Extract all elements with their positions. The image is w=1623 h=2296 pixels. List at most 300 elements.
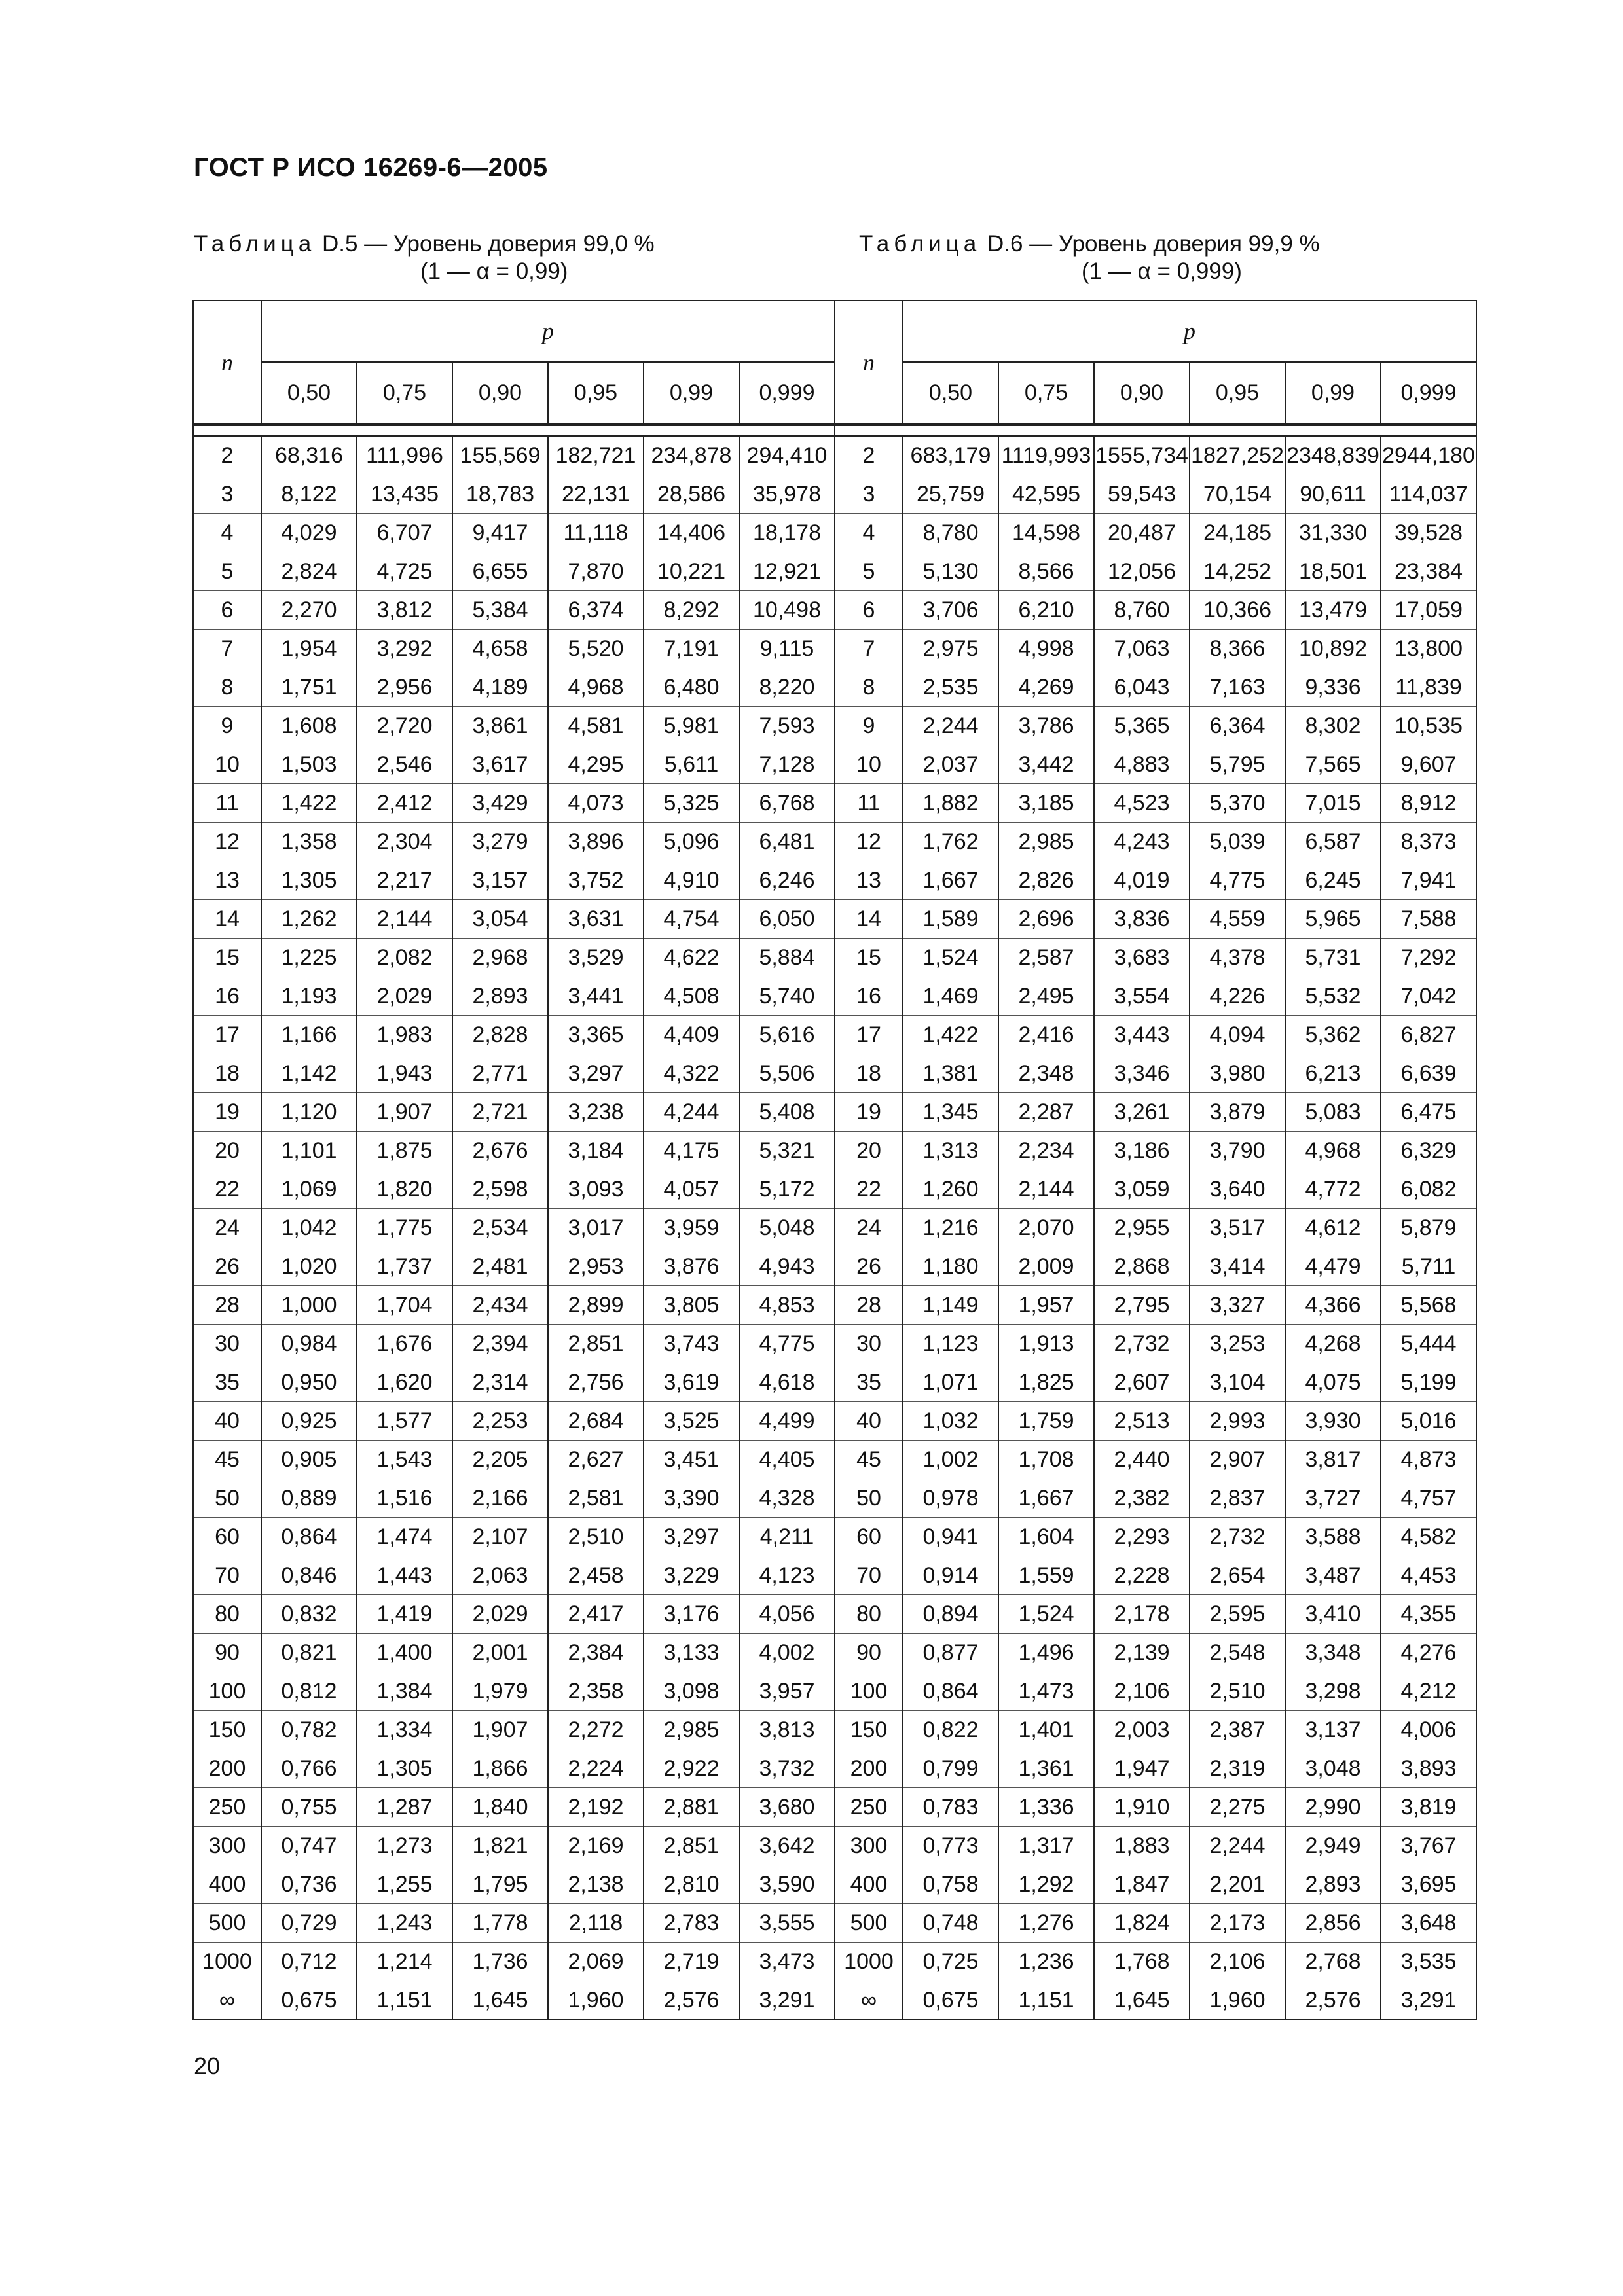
table-body: [835, 436, 1476, 2020]
table-row: [193, 861, 835, 900]
value-cell: 2,495: [998, 977, 1094, 1016]
value-cell: 2,826: [998, 861, 1094, 900]
table-row: [193, 1170, 835, 1209]
value-cell: 2348,839: [1285, 436, 1381, 475]
value-cell: 3,429: [452, 784, 548, 823]
p-value-header: 0,95: [1190, 362, 1285, 425]
value-cell: 7,941: [1381, 861, 1476, 900]
value-cell: 9,417: [452, 514, 548, 552]
value-cell: 7,870: [548, 552, 644, 591]
value-cell: 3,767: [1381, 1827, 1476, 1865]
n-cell: 20: [193, 1132, 261, 1170]
value-cell: 7,191: [644, 630, 739, 668]
value-cell: 683,179: [903, 436, 998, 475]
value-cell: 5,370: [1190, 784, 1285, 823]
p-values-row: [193, 362, 835, 425]
value-cell: 0,864: [903, 1672, 998, 1711]
value-cell: 4,212: [1381, 1672, 1476, 1711]
value-cell: 0,758: [903, 1865, 998, 1904]
table-row: [193, 1054, 835, 1093]
value-cell: 0,812: [261, 1672, 357, 1711]
value-cell: 2,510: [548, 1518, 644, 1556]
value-cell: 2,205: [452, 1441, 548, 1479]
value-cell: 5,981: [644, 707, 739, 745]
value-cell: 35,978: [739, 475, 835, 514]
value-cell: 3,185: [998, 784, 1094, 823]
value-cell: 3,980: [1190, 1054, 1285, 1093]
table-row: [835, 1441, 1476, 1479]
value-cell: 4,757: [1381, 1479, 1476, 1518]
p-value-header: 0,75: [357, 362, 452, 425]
value-cell: 2,756: [548, 1363, 644, 1402]
value-cell: 1,960: [1190, 1981, 1285, 2020]
value-cell: 3,414: [1190, 1247, 1285, 1286]
n-cell: 22: [835, 1170, 903, 1209]
value-cell: 3,297: [644, 1518, 739, 1556]
value-cell: 2,990: [1285, 1788, 1381, 1827]
value-cell: 2,975: [903, 630, 998, 668]
value-cell: 3,298: [1285, 1672, 1381, 1711]
value-cell: 2,956: [357, 668, 452, 707]
value-cell: 1,524: [998, 1595, 1094, 1634]
n-cell: 35: [835, 1363, 903, 1402]
table-row: [193, 668, 835, 707]
value-cell: 6,707: [357, 514, 452, 552]
value-cell: 0,894: [903, 1595, 998, 1634]
table-row: [193, 1595, 835, 1634]
n-cell: 14: [193, 900, 261, 939]
value-cell: 9,607: [1381, 745, 1476, 784]
value-cell: 1,225: [261, 939, 357, 977]
table-row: [193, 707, 835, 745]
n-cell: 10: [193, 745, 261, 784]
value-cell: 2,949: [1285, 1827, 1381, 1865]
n-cell: 80: [193, 1595, 261, 1634]
n-cell: 24: [835, 1209, 903, 1247]
value-cell: 3,176: [644, 1595, 739, 1634]
n-cell: 12: [193, 823, 261, 861]
value-cell: 1,317: [998, 1827, 1094, 1865]
value-cell: 0,905: [261, 1441, 357, 1479]
value-cell: 3,812: [357, 591, 452, 630]
value-cell: 8,566: [998, 552, 1094, 591]
value-cell: 5,096: [644, 823, 739, 861]
value-cell: 0,783: [903, 1788, 998, 1827]
table-row: [193, 1943, 835, 1981]
n-cell: 70: [835, 1556, 903, 1595]
p-value-header: 0,50: [261, 362, 357, 425]
table-row: [835, 1827, 1476, 1865]
value-cell: 1,101: [261, 1132, 357, 1170]
value-cell: 1,345: [903, 1093, 998, 1132]
value-cell: 6,213: [1285, 1054, 1381, 1093]
value-cell: 2,382: [1094, 1479, 1190, 1518]
n-cell: 10: [835, 745, 903, 784]
n-cell: 45: [835, 1441, 903, 1479]
value-cell: 0,978: [903, 1479, 998, 1518]
table-row: [835, 1904, 1476, 1943]
value-cell: 1,943: [357, 1054, 452, 1093]
table-row: [193, 1363, 835, 1402]
value-cell: 4,175: [644, 1132, 739, 1170]
value-cell: 0,712: [261, 1943, 357, 1981]
value-cell: 3,297: [548, 1054, 644, 1093]
p-value-header: 0,90: [452, 362, 548, 425]
value-cell: 0,747: [261, 1827, 357, 1865]
value-cell: 2,201: [1190, 1865, 1285, 1904]
value-cell: 4,075: [1285, 1363, 1381, 1402]
table-row: [193, 1749, 835, 1788]
table-row: [835, 1402, 1476, 1441]
value-cell: 70,154: [1190, 475, 1285, 514]
value-cell: 3,529: [548, 939, 644, 977]
value-cell: 6,329: [1381, 1132, 1476, 1170]
table-row: [835, 1016, 1476, 1054]
value-cell: 14,406: [644, 514, 739, 552]
value-cell: 4,775: [739, 1325, 835, 1363]
value-cell: 3,642: [739, 1827, 835, 1865]
value-cell: 5,711: [1381, 1247, 1476, 1286]
value-cell: 5,408: [739, 1093, 835, 1132]
value-cell: 2,696: [998, 900, 1094, 939]
value-cell: 1,142: [261, 1054, 357, 1093]
n-cell: ∞: [835, 1981, 903, 2020]
value-cell: 5,083: [1285, 1093, 1381, 1132]
table-row: [835, 977, 1476, 1016]
value-cell: 5,795: [1190, 745, 1285, 784]
value-cell: 11,839: [1381, 668, 1476, 707]
table-row: [193, 1672, 835, 1711]
table-row: [193, 1093, 835, 1132]
table-row: [835, 900, 1476, 939]
value-cell: 5,321: [739, 1132, 835, 1170]
value-cell: 2,387: [1190, 1711, 1285, 1749]
p-value-header: 0,99: [644, 362, 739, 425]
table-row: [835, 591, 1476, 630]
n-cell: 4: [835, 514, 903, 552]
n-column-header: n: [835, 300, 903, 425]
table-row: [193, 630, 835, 668]
value-cell: 3,786: [998, 707, 1094, 745]
n-cell: 13: [193, 861, 261, 900]
value-cell: 22,131: [548, 475, 644, 514]
value-cell: 3,930: [1285, 1402, 1381, 1441]
value-cell: 5,884: [739, 939, 835, 977]
value-cell: 12,056: [1094, 552, 1190, 591]
table-row: [835, 1325, 1476, 1363]
n-cell: ∞: [193, 1981, 261, 2020]
value-cell: 2,001: [452, 1634, 548, 1672]
value-cell: 1,577: [357, 1402, 452, 1441]
value-cell: 5,199: [1381, 1363, 1476, 1402]
value-cell: 3,590: [739, 1865, 835, 1904]
table-row: [193, 1556, 835, 1595]
table-row: [835, 1943, 1476, 1981]
table-row: [193, 1634, 835, 1672]
value-cell: 4,378: [1190, 939, 1285, 977]
value-cell: 6,374: [548, 591, 644, 630]
table-row: [835, 1556, 1476, 1595]
value-cell: 1,069: [261, 1170, 357, 1209]
value-cell: 3,365: [548, 1016, 644, 1054]
n-cell: 35: [193, 1363, 261, 1402]
value-cell: 1,305: [261, 861, 357, 900]
value-cell: 1,795: [452, 1865, 548, 1904]
value-cell: 9,336: [1285, 668, 1381, 707]
value-cell: 4,226: [1190, 977, 1285, 1016]
value-cell: 4,057: [644, 1170, 739, 1209]
value-cell: 3,896: [548, 823, 644, 861]
value-cell: 7,565: [1285, 745, 1381, 784]
value-cell: 2,384: [548, 1634, 644, 1672]
table-row: [835, 1093, 1476, 1132]
table-row: [835, 1749, 1476, 1788]
value-cell: 10,535: [1381, 707, 1476, 745]
n-cell: 19: [835, 1093, 903, 1132]
value-cell: 5,130: [903, 552, 998, 591]
value-cell: 2,144: [357, 900, 452, 939]
table-row: [835, 668, 1476, 707]
value-cell: 7,015: [1285, 784, 1381, 823]
n-cell: 90: [835, 1634, 903, 1672]
n-column-header: n: [193, 300, 261, 425]
value-cell: 2,169: [548, 1827, 644, 1865]
value-cell: 4,268: [1285, 1325, 1381, 1363]
value-cell: 3,443: [1094, 1016, 1190, 1054]
table-body: [193, 436, 835, 2020]
table-row: [193, 1711, 835, 1749]
value-cell: 0,832: [261, 1595, 357, 1634]
value-cell: 2,607: [1094, 1363, 1190, 1402]
value-cell: 59,543: [1094, 475, 1190, 514]
value-cell: 2,824: [261, 552, 357, 591]
table-row: [193, 1016, 835, 1054]
value-cell: 3,752: [548, 861, 644, 900]
p-value-header: 0,90: [1094, 362, 1190, 425]
n-cell: 19: [193, 1093, 261, 1132]
n-cell: 7: [835, 630, 903, 668]
table-row: [835, 1479, 1476, 1518]
value-cell: 1,543: [357, 1441, 452, 1479]
value-cell: 2,144: [998, 1170, 1094, 1209]
value-cell: 2,244: [1190, 1827, 1285, 1865]
value-cell: 1,524: [903, 939, 998, 977]
value-cell: 2,985: [644, 1711, 739, 1749]
table-row: [835, 475, 1476, 514]
value-cell: 1,907: [357, 1093, 452, 1132]
value-cell: 8,220: [739, 668, 835, 707]
value-cell: 1,778: [452, 1904, 548, 1943]
value-cell: 1,151: [357, 1981, 452, 2020]
table-row: [835, 1981, 1476, 2020]
value-cell: 5,362: [1285, 1016, 1381, 1054]
value-cell: 4,405: [739, 1441, 835, 1479]
value-cell: 1,708: [998, 1441, 1094, 1479]
value-cell: 3,876: [644, 1247, 739, 1286]
value-cell: 1,214: [357, 1943, 452, 1981]
value-cell: 7,163: [1190, 668, 1285, 707]
value-cell: 2,732: [1094, 1325, 1190, 1363]
value-cell: 2,003: [1094, 1711, 1190, 1749]
value-cell: 5,365: [1094, 707, 1190, 745]
value-cell: 3,525: [644, 1402, 739, 1441]
document-header: ГОСТ Р ИСО 16269-6—2005: [194, 153, 548, 182]
value-cell: 1,474: [357, 1518, 452, 1556]
table-row: [193, 900, 835, 939]
value-cell: 2,993: [1190, 1402, 1285, 1441]
value-cell: 1,840: [452, 1788, 548, 1827]
value-cell: 5,016: [1381, 1402, 1476, 1441]
value-cell: 3,893: [1381, 1749, 1476, 1788]
value-cell: 20,487: [1094, 514, 1190, 552]
value-cell: 1,496: [998, 1634, 1094, 1672]
value-cell: 2,985: [998, 823, 1094, 861]
value-cell: 2,082: [357, 939, 452, 977]
value-cell: 3,348: [1285, 1634, 1381, 1672]
value-cell: 18,501: [1285, 552, 1381, 591]
value-cell: 4,582: [1381, 1518, 1476, 1556]
n-cell: 14: [835, 900, 903, 939]
value-cell: 1,151: [998, 1981, 1094, 2020]
value-cell: 3,813: [739, 1711, 835, 1749]
value-cell: 2,851: [548, 1325, 644, 1363]
value-cell: 2,417: [548, 1595, 644, 1634]
value-cell: 3,104: [1190, 1363, 1285, 1402]
value-cell: 3,054: [452, 900, 548, 939]
value-cell: 2,654: [1190, 1556, 1285, 1595]
value-cell: 1,913: [998, 1325, 1094, 1363]
value-cell: 4,622: [644, 939, 739, 977]
value-cell: 1,384: [357, 1672, 452, 1711]
value-cell: 0,782: [261, 1711, 357, 1749]
value-cell: 90,611: [1285, 475, 1381, 514]
value-cell: 6,364: [1190, 707, 1285, 745]
value-cell: 2,595: [1190, 1595, 1285, 1634]
table-row: [193, 823, 835, 861]
value-cell: 5,965: [1285, 900, 1381, 939]
value-cell: 2,166: [452, 1479, 548, 1518]
value-cell: 1,737: [357, 1247, 452, 1286]
value-cell: 3,137: [1285, 1711, 1381, 1749]
value-cell: 4,775: [1190, 861, 1285, 900]
table-row: [193, 1209, 835, 1247]
value-cell: 3,229: [644, 1556, 739, 1595]
value-cell: 3,743: [644, 1325, 739, 1363]
value-cell: 3,327: [1190, 1286, 1285, 1325]
value-cell: 2944,180: [1381, 436, 1476, 475]
value-cell: 4,499: [739, 1402, 835, 1441]
header-separator: [835, 425, 1476, 436]
value-cell: 7,593: [739, 707, 835, 745]
table-row: [193, 1865, 835, 1904]
table-row: [193, 1479, 835, 1518]
value-cell: 1,883: [1094, 1827, 1190, 1865]
value-cell: 3,093: [548, 1170, 644, 1209]
value-cell: 4,276: [1381, 1634, 1476, 1672]
value-cell: 2,458: [548, 1556, 644, 1595]
value-cell: 234,878: [644, 436, 739, 475]
value-cell: 4,453: [1381, 1556, 1476, 1595]
value-cell: 1,193: [261, 977, 357, 1016]
value-cell: 2,810: [644, 1865, 739, 1904]
value-cell: 5,731: [1285, 939, 1381, 977]
value-cell: 2,107: [452, 1518, 548, 1556]
table-row: [835, 630, 1476, 668]
value-cell: 7,063: [1094, 630, 1190, 668]
value-cell: 2,955: [1094, 1209, 1190, 1247]
value-cell: 1,751: [261, 668, 357, 707]
value-cell: 2,394: [452, 1325, 548, 1363]
value-cell: 1,287: [357, 1788, 452, 1827]
value-cell: 3,588: [1285, 1518, 1381, 1556]
n-cell: 15: [193, 939, 261, 977]
value-cell: 4,189: [452, 668, 548, 707]
value-cell: 5,616: [739, 1016, 835, 1054]
value-cell: 6,246: [739, 861, 835, 900]
value-cell: 1,381: [903, 1054, 998, 1093]
n-cell: 5: [835, 552, 903, 591]
value-cell: 2,546: [357, 745, 452, 784]
value-cell: 3,680: [739, 1788, 835, 1827]
value-cell: 2,795: [1094, 1286, 1190, 1325]
n-cell: 400: [835, 1865, 903, 1904]
table-row: [193, 1518, 835, 1556]
value-cell: 2,922: [644, 1749, 739, 1788]
value-cell: 11,118: [548, 514, 644, 552]
n-cell: 12: [835, 823, 903, 861]
value-cell: 1,313: [903, 1132, 998, 1170]
n-cell: 11: [193, 784, 261, 823]
table-row: [193, 1981, 835, 2020]
value-cell: 1,954: [261, 630, 357, 668]
value-cell: 1,620: [357, 1363, 452, 1402]
value-cell: 4,618: [739, 1363, 835, 1402]
value-cell: 4,211: [739, 1518, 835, 1556]
n-cell: 18: [193, 1054, 261, 1093]
value-cell: 8,292: [644, 591, 739, 630]
n-cell: 8: [193, 668, 261, 707]
value-cell: 2,314: [452, 1363, 548, 1402]
n-cell: 28: [835, 1286, 903, 1325]
value-cell: 1,358: [261, 823, 357, 861]
value-cell: 8,366: [1190, 630, 1285, 668]
value-cell: 4,322: [644, 1054, 739, 1093]
table-row: [835, 1672, 1476, 1711]
value-cell: 1,443: [357, 1556, 452, 1595]
value-cell: 14,598: [998, 514, 1094, 552]
value-cell: 4,968: [1285, 1132, 1381, 1170]
value-cell: 3,186: [1094, 1132, 1190, 1170]
value-cell: 5,740: [739, 977, 835, 1016]
value-cell: 0,846: [261, 1556, 357, 1595]
value-cell: 3,291: [739, 1981, 835, 2020]
n-cell: 22: [193, 1170, 261, 1209]
value-cell: 1,180: [903, 1247, 998, 1286]
value-cell: 2,106: [1190, 1943, 1285, 1981]
value-cell: 2,534: [452, 1209, 548, 1247]
table-row: [193, 1286, 835, 1325]
value-cell: 2,771: [452, 1054, 548, 1093]
value-cell: 4,366: [1285, 1286, 1381, 1325]
table-row: [193, 1827, 835, 1865]
table-row: [835, 1363, 1476, 1402]
n-cell: 9: [835, 707, 903, 745]
value-cell: 4,073: [548, 784, 644, 823]
value-cell: 1,422: [903, 1016, 998, 1054]
table-row: [193, 1904, 835, 1943]
value-cell: 2,576: [1285, 1981, 1381, 2020]
value-cell: 0,889: [261, 1479, 357, 1518]
